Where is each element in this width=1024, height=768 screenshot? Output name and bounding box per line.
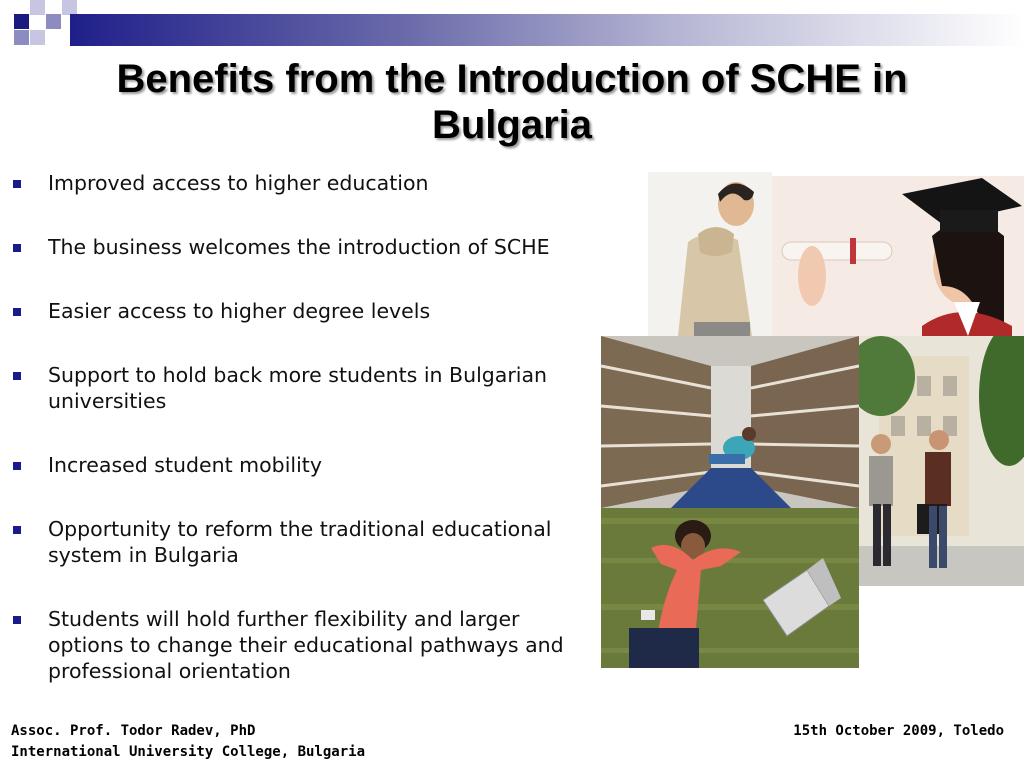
- bullet-text: Easier access to higher degree levels: [48, 299, 431, 323]
- footer-date-place: 15th October 2009, Toledo: [793, 723, 1004, 739]
- square-bullet-icon: [13, 462, 21, 470]
- bullet-item: [10, 234, 600, 260]
- square-bullet-icon: [13, 244, 21, 252]
- decor-square: [14, 30, 29, 45]
- footer-author-block: [11, 721, 365, 763]
- bullet-text: Support to hold back more students in Bulgarian universities: [48, 363, 548, 413]
- bullet-text: The business welcomes the introduction of SCHE: [48, 235, 550, 259]
- decor-square: [46, 14, 61, 29]
- square-bullet-icon: [13, 616, 21, 624]
- graduate-photo: [772, 176, 1024, 336]
- bullet-item: [10, 298, 600, 324]
- square-bullet-icon: [13, 526, 21, 534]
- bullet-text: Improved access to higher education: [48, 171, 429, 195]
- footer-author: Assoc. Prof. Todor Radev, PhD: [11, 723, 256, 739]
- bullet-text: Students will hold further flexibility and larger options to change their educational pathways and professional orientation: [48, 607, 564, 683]
- bullet-text: Increased student mobility: [48, 453, 322, 477]
- decor-square: [30, 0, 45, 15]
- slide-title-line2: Bulgaria: [431, 103, 593, 147]
- bullet-item: [10, 606, 600, 684]
- header-decoration: [0, 0, 1024, 50]
- square-bullet-icon: [13, 180, 21, 188]
- square-bullet-icon: [13, 308, 21, 316]
- bullet-list: [10, 170, 600, 722]
- bullet-item: [10, 516, 600, 568]
- slide-title-line1: Benefits from the Introduction of SCHE in: [116, 57, 908, 101]
- slide-title: [0, 56, 1024, 148]
- library-photo: [601, 336, 859, 508]
- header-gradient-bar: [70, 14, 1024, 46]
- footer-institution: International University College, Bulgaria: [11, 744, 366, 760]
- bullet-text: Opportunity to reform the traditional educational system in Bulgaria: [48, 517, 552, 567]
- decor-square: [62, 0, 77, 15]
- square-bullet-icon: [13, 372, 21, 380]
- bullet-item: [10, 362, 600, 414]
- student-hoodie-photo: [648, 172, 772, 336]
- bullet-item: [10, 170, 600, 196]
- grass-photo: [601, 508, 859, 668]
- decor-square: [30, 30, 45, 45]
- decor-square: [14, 14, 29, 29]
- street-photo: [859, 336, 1024, 586]
- bullet-item: [10, 452, 600, 478]
